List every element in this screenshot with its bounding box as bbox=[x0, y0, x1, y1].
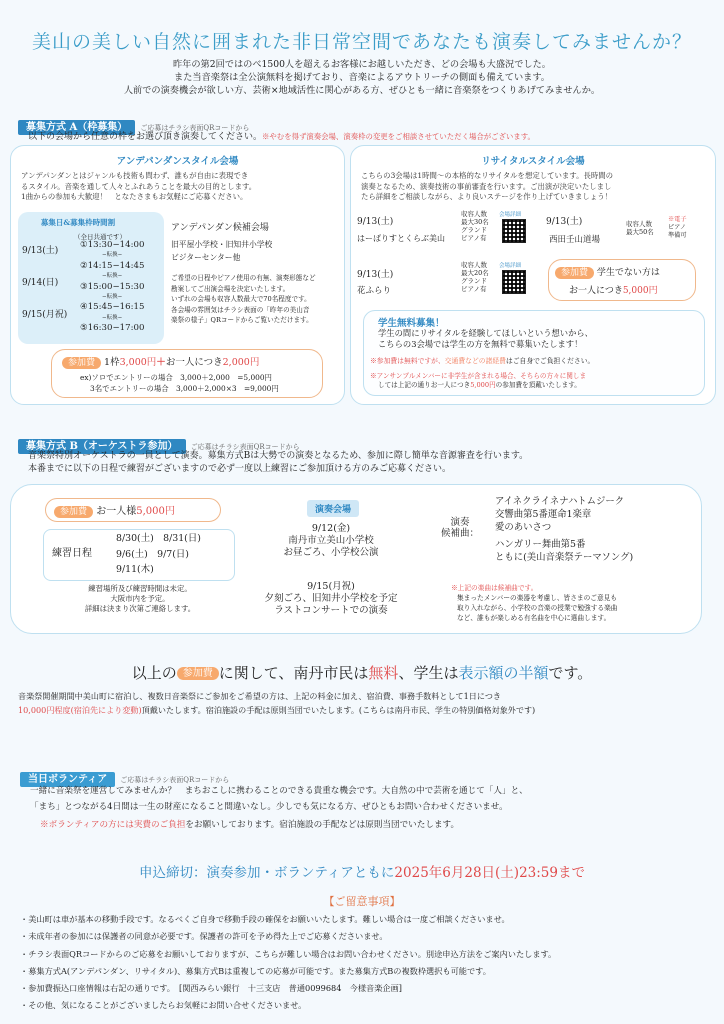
venue-info bbox=[461, 261, 489, 293]
practice-note bbox=[55, 584, 225, 614]
fee-tag: 参加費 bbox=[555, 267, 594, 279]
fee-tag: 参加費 bbox=[62, 357, 101, 369]
extra-line: 準備可 bbox=[668, 232, 687, 239]
desc-line: たら詳細をご相談しながら、より良いステージを作り上げていきましょう！ bbox=[361, 192, 612, 201]
volunteer-line: 「まち」とつながる4日間は一生の財産になること間違いなし。少しでも気になる方、ぜひともお問い合わせくださいませ。 bbox=[30, 802, 508, 812]
day: 9/14(日) bbox=[22, 278, 59, 288]
note-line: など、誰もが楽しめる有名曲を中心に選曲します。 bbox=[457, 614, 611, 622]
note-line: 練習場所及び練習時間は未定。 bbox=[88, 584, 192, 593]
candidate-note bbox=[451, 583, 618, 623]
section-b-lead bbox=[28, 450, 528, 475]
note-text: ※ボランティアの方には bbox=[40, 820, 134, 830]
student-line: 学生の間にリサイタルを経験してほしいという想いから、 bbox=[378, 328, 593, 338]
discount-text: です。 bbox=[548, 664, 593, 682]
label-line: 候補曲： bbox=[441, 528, 480, 539]
discount-half: 表示額の半額 bbox=[458, 664, 549, 682]
note-highlight: 実費のご負担 bbox=[133, 820, 186, 830]
student-panel bbox=[363, 310, 705, 396]
volunteer-tag: 当日ボランティア bbox=[20, 772, 115, 787]
fee-amount: 2,000円 bbox=[222, 357, 260, 368]
fee-amount: 3,000円 bbox=[119, 357, 157, 368]
day: 9/15(月祝) bbox=[22, 310, 68, 320]
note-text: の参加費を頂戴いたします。 bbox=[495, 381, 581, 389]
note-item: ・その他、気になることがございましたらお気軽にお問い合せくださいませ。 bbox=[20, 1000, 307, 1011]
note-item: ・参加費振込口座情報は右記の通りです。 [関西みらい銀行 十三支店 普通0099684 今様音楽企画] bbox=[20, 983, 402, 994]
label-line: 演奏 bbox=[450, 517, 470, 528]
desc-line: るスタイル。音楽を通して人々とふれあうことを最大の目的とします。 bbox=[21, 181, 257, 191]
venue-info bbox=[626, 220, 654, 236]
discount-text: 以上の bbox=[131, 664, 177, 682]
qr-code-icon[interactable] bbox=[502, 219, 526, 243]
venue-date: 9/13(土) bbox=[357, 270, 394, 280]
note-line: 大阪市内を予定。 bbox=[110, 594, 170, 603]
student-note2 bbox=[370, 372, 586, 390]
stay-line: 音楽祭開催期間中美山町に宿泊し、複数日音楽祭にご参加をご希望の方は、上記の料金に加え、宿泊費、事務手数料として1日につき bbox=[18, 691, 502, 701]
note-text: はご自身でご負担ください。 bbox=[505, 357, 595, 365]
note-highlight: 交通費などの諸経費 bbox=[444, 357, 506, 365]
venue: 旧平屋小学校・旧知井小学校 bbox=[171, 240, 273, 249]
volunteer-note-line bbox=[40, 818, 459, 830]
orchestra-fee-line bbox=[54, 502, 175, 517]
qr-label: 会場詳細 bbox=[499, 263, 522, 269]
desc-line: こちらの3会場は1時間〜の本格的なリサイタルを想定しています。長時間の bbox=[361, 171, 614, 180]
fee-text: お一人につき bbox=[165, 357, 223, 368]
venue-line: 9/15(月祝) bbox=[307, 581, 355, 592]
note-line: 勘案してご出演会場を決定いたします。 bbox=[171, 284, 290, 293]
fee-tag: 参加費 bbox=[54, 506, 93, 518]
desc-line: アンデパンダンとはジャンルも技術も問わず、誰もが自由に表現でき bbox=[21, 171, 249, 180]
stay-line: 頂戴いたします。宿泊施設の手配は原則当団でいたします。(こちらは南丹市民、学生の特別価格対象外です) bbox=[141, 705, 536, 715]
stay-info bbox=[18, 689, 535, 717]
indie-desc bbox=[21, 171, 344, 203]
student-head: 学生無料募集！ bbox=[378, 318, 445, 329]
venue-tag: 演奏会場 bbox=[307, 500, 359, 517]
recital-fee-panel bbox=[548, 259, 696, 301]
note-item: ・募集方式A(アンデパンダン、リサイタル)、募集方式Bは重複しての応募が可能です。また募集方式Bの複数枠選択も可能です。 bbox=[20, 965, 491, 976]
practice-date: 9/6(土) 9/7(日) bbox=[116, 548, 189, 560]
volunteer-note: ご応募はチラシ表面QRコードから bbox=[120, 776, 230, 784]
note-item: ・美山町は車が基本の移動手段です。なるべくご自身で移動手段の確保をお願いいたします。難しい場合は一度ご相談くださいませ。 bbox=[20, 914, 510, 924]
recital-desc bbox=[361, 171, 715, 203]
practice-panel bbox=[43, 529, 235, 581]
fee-plus: ＋ bbox=[156, 357, 166, 368]
note-line: 楽祭の様子」QRコードからご覧いただけます。 bbox=[171, 316, 313, 324]
fee-example: ex)ソロでエントリーの場合 3,000＋2,000 =5,000円 bbox=[80, 373, 272, 382]
volunteer-text bbox=[30, 783, 528, 815]
intro-text bbox=[0, 58, 724, 97]
break-label: −転換− bbox=[102, 273, 123, 280]
note-text: ※参加費は無料ですが、 bbox=[370, 357, 445, 365]
section-a-note: ご応募はチラシ表面QRコードから bbox=[140, 124, 250, 132]
info-line: 収容人数 bbox=[626, 220, 652, 228]
indie-head: アンデパンダンスタイル会場 bbox=[116, 156, 239, 167]
note-line: ご希望の日程やピアノ使用の有無、演奏形態など bbox=[171, 274, 316, 282]
discount-free: 無料 bbox=[368, 664, 399, 682]
section-a-tag: 募集方式 A（枠募集） bbox=[18, 120, 135, 135]
candidate-piece: アイネクライネナハトムジーク bbox=[495, 496, 625, 507]
qr-code-icon[interactable] bbox=[502, 270, 526, 294]
fee-amount: 5,000円 bbox=[136, 506, 175, 517]
info-line: 最大50名 bbox=[626, 228, 654, 236]
note-line: いずれの会場も収容人数最大で70名程度です。 bbox=[171, 295, 311, 303]
indie-venue-title: アンデパンダン候補会場 bbox=[171, 223, 269, 233]
intro-line: 昨年の第2回ではのべ1500人を超えるお客様にお越しいただき、どの会場も大盛況でした。 bbox=[173, 59, 551, 70]
note-highlight: 5,000円 bbox=[470, 381, 496, 389]
student-line: こちらの3会場では学生の方を無料で募集いたします！ bbox=[378, 339, 583, 349]
venue-line: ラストコンサートでの演奏 bbox=[274, 605, 388, 616]
practice-date: 9/11(木) bbox=[116, 564, 154, 575]
section-b-tag: 募集方式 B（オーケストラ参加） bbox=[18, 439, 186, 454]
practice-dates bbox=[116, 531, 201, 578]
break-label: −転換− bbox=[102, 314, 123, 321]
break-label: −転換− bbox=[102, 294, 123, 301]
note-line: 集まったメンバーの楽器を考慮し、皆さまのご意見も bbox=[457, 594, 618, 602]
info-line: グランド bbox=[461, 226, 487, 234]
discount-text: に関して、南丹市民は bbox=[218, 664, 369, 682]
fee-text: 1枠 bbox=[104, 357, 120, 368]
intro-line: また当音楽祭は全公演無料を掲げており、音楽によるアウトリーチの側面も備えています。 bbox=[174, 72, 550, 83]
info-line: 収容人数 bbox=[461, 261, 487, 269]
fee-tag: 参加費 bbox=[177, 667, 219, 680]
slot-list bbox=[80, 240, 144, 334]
section-a-lead bbox=[28, 131, 535, 144]
schedule-sub: （全日共通です） bbox=[74, 233, 126, 241]
venue-line: 9/12(金) bbox=[311, 523, 351, 534]
practice-date: 8/30(土) 8/31(日) bbox=[116, 533, 201, 544]
note-text: をお願いしております。宿泊施設の手配などは原則当団でいたします。 bbox=[185, 820, 460, 830]
lead-warning: ※やむを得ず演奏会場、演奏枠の変更をご相談させていただく場合がございます。 bbox=[262, 132, 535, 141]
extra-line: ※電子 bbox=[668, 216, 687, 223]
note-text: しては上記の通りお一人につき bbox=[378, 381, 471, 389]
venue-name: はーばりすとくらぶ美山 bbox=[357, 234, 445, 243]
orchestra-venue2 bbox=[236, 581, 426, 617]
lead-text: 以下の会場から任意の枠をお選び頂き演奏してください。 bbox=[28, 132, 263, 142]
note-line: 取り入れながら、小学校の音楽の授業で勉強する楽曲 bbox=[457, 604, 618, 612]
venue-date: 9/13(土) bbox=[357, 217, 394, 227]
volunteer-line: 一緒に音楽祭を運営してみませんか？ まちおこしに携わることのできる貴重な機会です。大自然の中で芸術を通じて「人」と、 bbox=[30, 786, 528, 796]
indie-fee-panel bbox=[51, 349, 323, 398]
candidate-piece: ハンガリー舞曲第5番 bbox=[495, 539, 586, 550]
indie-box bbox=[10, 145, 345, 405]
info-line: 収容人数 bbox=[461, 210, 487, 218]
indie-fee-line bbox=[62, 354, 259, 368]
info-line: 最大30名 bbox=[461, 218, 489, 226]
student-note1 bbox=[370, 355, 594, 365]
indie-notes bbox=[171, 273, 316, 326]
student-lines bbox=[378, 328, 593, 350]
slot: ①13:30−14:00 bbox=[80, 240, 145, 250]
note-line: 各会場の雰囲気はチラシ表面の「昨年の美山音 bbox=[171, 305, 310, 314]
desc-line: 1曲からの参加も大歓迎！ となたさまもお気軽にご応募ください。 bbox=[21, 192, 248, 201]
section-b-note: ご応募はチラシ表面QRコードから bbox=[190, 443, 300, 451]
candidate-list bbox=[495, 495, 633, 564]
schedule-head: 募集日&募集枠時間割 bbox=[40, 218, 116, 227]
venue: ビジターセンター他 bbox=[171, 253, 241, 262]
lead-line: 音楽祭特別オーケストラの一員として演奏。募集方式Bは大勢での演奏となるため、参加に際し簡単な音源審査を行います。 bbox=[28, 451, 529, 461]
intro-line: 人前での演奏機会が欲しい方、芸術×地域活性に関心がある方、ぜひとも一緒に音楽祭をつくりあげてみませんか。 bbox=[123, 85, 601, 96]
deadline-date: 2025年6月28日(土)23:59まで bbox=[394, 865, 585, 881]
note-line: ※上記の楽曲は候補曲です。 bbox=[451, 584, 538, 592]
notes-head: 【ご留意事項】 bbox=[323, 895, 401, 908]
fee-text: 学生でない方は bbox=[596, 268, 660, 278]
info-line: グランド bbox=[461, 277, 487, 285]
break-label: −転換− bbox=[102, 252, 123, 259]
venue-line: お昼ごろ、小学校公演 bbox=[283, 547, 379, 558]
note-text: ※アンサンブルメンバーに非学生が含まれる場合、そちらの方々に関しま bbox=[370, 372, 587, 380]
info-line: ピアノ有 bbox=[461, 285, 487, 293]
info-line: ピアノ有 bbox=[461, 234, 487, 242]
practice-label: 練習日程 bbox=[52, 548, 92, 559]
slot: ④15:45−16:15 bbox=[80, 302, 145, 313]
orchestra-fee-panel bbox=[45, 498, 221, 522]
slot: ②14:15−14:45 bbox=[80, 260, 145, 271]
venue-extra bbox=[668, 216, 687, 240]
page-title: 美山の美しい自然に囲まれた非日常空間であなたも演奏してみませんか？ bbox=[31, 31, 692, 53]
candidate-label bbox=[441, 517, 479, 539]
recital-fee-line1 bbox=[555, 265, 660, 278]
deadline-text: 申込締切：演奏参加・ボランティアともに bbox=[139, 865, 395, 881]
fee-text: お一人様 bbox=[96, 506, 137, 517]
recital-fee-line2 bbox=[569, 283, 658, 296]
schedule-panel bbox=[18, 212, 164, 344]
notes-list bbox=[20, 911, 556, 1015]
venue-line: 南丹市立美山小学校 bbox=[288, 535, 374, 546]
recital-head: リサイタルスタイル会場 bbox=[481, 156, 585, 167]
orchestra-box bbox=[10, 484, 702, 634]
desc-line: 演奏となるため、演奏技術の事前審査を行います。ご出演が決定いたしまし bbox=[361, 181, 612, 191]
fee-amount: 5,000円 bbox=[622, 286, 658, 296]
slot: ③15:00−15:30 bbox=[80, 281, 145, 292]
candidate-piece: 愛のあいさつ bbox=[495, 522, 552, 533]
deadline bbox=[0, 861, 724, 881]
candidate-piece: 交響曲第5番運命1楽章 bbox=[495, 509, 592, 520]
venue-line: 夕刻ごろ、旧知井小学校を予定 bbox=[264, 593, 398, 604]
slot: ⑤16:30−17:00 bbox=[80, 323, 145, 334]
candidate-piece: ともに(美山音楽祭テーマソング) bbox=[495, 552, 634, 563]
note-line: 詳細は決まり次第ご連絡します。 bbox=[84, 604, 196, 613]
indie-venues bbox=[171, 238, 272, 264]
stay-fee: 10,000円程度(宿泊先により変動) bbox=[18, 705, 142, 715]
recital-box bbox=[350, 145, 716, 405]
venue-name: 西田壬山道場 bbox=[549, 235, 601, 245]
discount-line bbox=[0, 662, 724, 683]
lead-line: 本番までに以下の日程で練習がございますので必ず一度以上練習にご参加頂ける方のみご応募ください。 bbox=[28, 463, 452, 474]
qr-label: 会場詳細 bbox=[499, 212, 522, 218]
info-line: 最大20名 bbox=[461, 269, 489, 277]
note-item: ・未成年者の参加には保護者の同意が必要です。保護者の許可を予め得た上でご応募くださいませ。 bbox=[20, 931, 388, 942]
extra-line: ピアノ bbox=[668, 224, 687, 231]
venue-name: 花ふらり bbox=[357, 286, 392, 296]
discount-text: 、学生は bbox=[398, 664, 459, 682]
note-item: ・チラシ表面QRコードからのご応募をお願いしておりますが、こちらが難しい場合はお問い合わせください。別途申込方法をご案内いたします。 bbox=[20, 948, 557, 959]
day: 9/13(土) bbox=[22, 246, 59, 256]
orchestra-venue1 bbox=[241, 523, 421, 559]
fee-example: 3名でエントリーの場合 3,000＋2,000×3 =9,000円 bbox=[90, 384, 279, 393]
fee-text: お一人につき bbox=[569, 286, 623, 296]
venue-info bbox=[461, 210, 489, 242]
venue-date: 9/13(土) bbox=[546, 217, 583, 227]
